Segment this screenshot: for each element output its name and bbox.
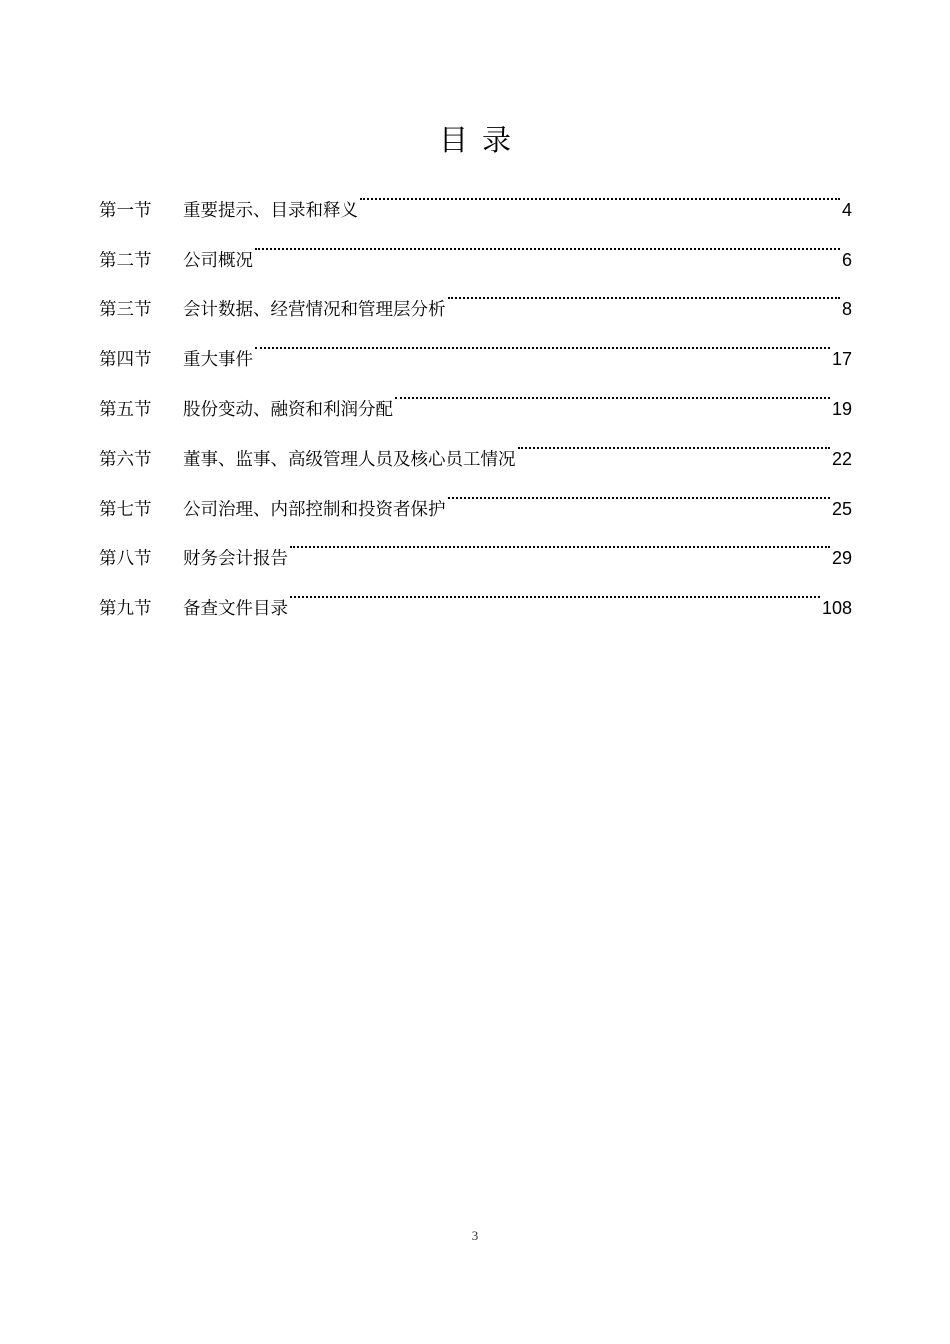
- page-title: 目录: [438, 123, 525, 157]
- toc-section-label: 第三节: [99, 300, 152, 321]
- toc-dot-leader: [255, 315, 830, 365]
- toc-entry-title: 股份变动、融资和利润分配: [183, 399, 393, 420]
- toc-dot-leader: [448, 266, 840, 316]
- toc-page-number: 25: [831, 498, 852, 519]
- toc-section-label: 第五节: [99, 399, 152, 420]
- toc-dot-leader: [360, 166, 840, 216]
- toc-section-label: 第一节: [99, 200, 152, 221]
- toc-entry-title: 公司治理、内部控制和投资者保护: [183, 499, 446, 520]
- toc-section-label: 第四节: [99, 350, 152, 371]
- toc-page-number: 8: [841, 299, 852, 320]
- toc-entry-1[interactable]: [99, 166, 852, 221]
- toc-section-label: 第八节: [99, 549, 152, 570]
- toc-dot-leader: [290, 515, 830, 565]
- toc-entry-title: 财务会计报告: [183, 549, 288, 570]
- toc-dot-leader: [290, 564, 820, 614]
- table-of-contents: [99, 166, 852, 620]
- toc-page-number: 108: [821, 598, 852, 619]
- toc-entry-title: 公司概况: [183, 250, 253, 271]
- toc-entry-title: 董事、监事、高级管理人员及核心员工情况: [183, 449, 516, 470]
- toc-dot-leader: [395, 365, 830, 415]
- toc-entry-title: 重要提示、目录和释义: [183, 200, 358, 221]
- toc-page-number: 29: [831, 548, 852, 569]
- toc-entry-title: 会计数据、经营情况和管理层分析: [183, 300, 446, 321]
- toc-page-number: 22: [831, 448, 852, 469]
- toc-dot-leader: [448, 465, 830, 515]
- page-number: 3: [471, 1228, 479, 1243]
- toc-dot-leader: [255, 216, 840, 266]
- toc-entry-title: 重大事件: [183, 350, 253, 371]
- toc-section-label: 第七节: [99, 499, 152, 520]
- toc-section-label: 第九节: [99, 599, 152, 620]
- toc-page-number: 6: [841, 249, 852, 270]
- toc-entry-title: 备查文件目录: [183, 599, 288, 620]
- toc-page-number: 17: [831, 349, 852, 370]
- toc-section-label: 第六节: [99, 449, 152, 470]
- toc-dot-leader: [518, 415, 830, 465]
- toc-page-number: 19: [831, 398, 852, 419]
- toc-page-number: 4: [841, 199, 852, 220]
- toc-section-label: 第二节: [99, 250, 152, 271]
